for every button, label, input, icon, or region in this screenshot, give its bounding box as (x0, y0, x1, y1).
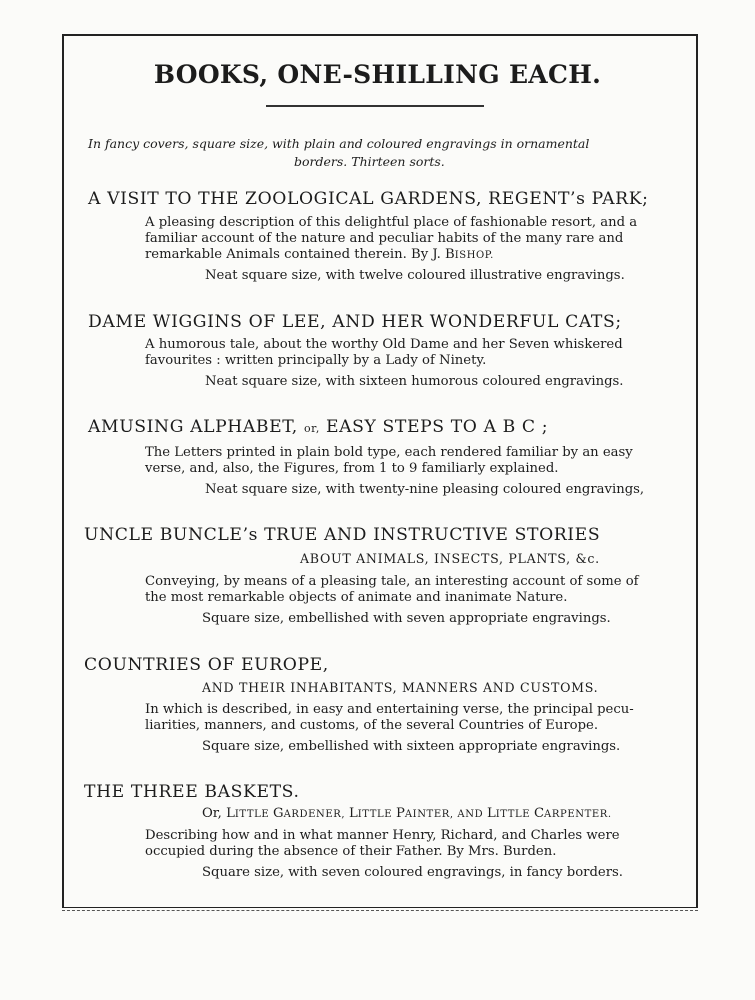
book-subheading: AND THEIR INHABITANTS, MANNERS AND CUSTOMS. (202, 680, 599, 695)
book-description-line: The Letters printed in plain bold type, each rendered familiar by an easy (145, 445, 633, 460)
book-format: Neat square size, with sixteen humorous coloured engravings. (205, 374, 624, 389)
book-format: Neat square size, with twenty-nine pleasing coloured engravings, (205, 482, 645, 497)
book-heading: COUNTRIES OF EUROPE, (84, 655, 329, 675)
book-description-line: A pleasing description of this delightful place of fashionable resort, and a (145, 215, 638, 230)
book-heading: A VISIT TO THE ZOOLOGICAL GARDENS, REGENT’s PARK; (88, 189, 649, 209)
book-heading: AMUSING ALPHABET, or, EASY STEPS TO A B C ; (88, 417, 549, 437)
book-subheading: Or, LITTLE GARDENER, LITTLE PAINTER, AND LITTLE CARPENTER. (202, 806, 612, 821)
book-description-line: familiar account of the nature and peculiar habits of the many rare and (145, 231, 624, 246)
book-description-line: Conveying, by means of a pleasing tale, an interesting account of some of (145, 574, 639, 589)
book-description-line: A humorous tale, about the worthy Old Dame and her Seven whiskered (145, 337, 623, 352)
book-description-line: Describing how and in what manner Henry, Richard, and Charles were (145, 828, 620, 843)
book-description-line: remarkable Animals contained therein. By J. BISHOP. (145, 247, 494, 262)
book-description-line: liarities, manners, and customs, of the several Countries of Europe. (145, 718, 599, 733)
book-heading: THE THREE BASKETS. (84, 782, 300, 802)
book-format: Neat square size, with twelve coloured illustrative engravings. (205, 268, 625, 283)
book-format: Square size, embellished with seven appropriate engravings. (202, 611, 611, 626)
book-description-line: occupied during the absence of their Father. By Mrs. Burden. (145, 844, 557, 859)
subtitle-line-1: In fancy covers, square size, with plain and coloured engravings in ornamental (88, 136, 590, 151)
page-title: BOOKS, ONE-SHILLING EACH. (153, 60, 602, 89)
book-description-line: In which is described, in easy and entertaining verse, the principal pecu- (145, 702, 634, 717)
book-description-line: verse, and, also, the Figures, from 1 to 9 familiarly explained. (145, 461, 559, 476)
book-description-line: favourites : written principally by a Lady of Ninety. (145, 353, 487, 368)
book-format: Square size, embellished with sixteen appropriate engravings. (202, 739, 621, 754)
book-heading: UNCLE BUNCLE’s TRUE AND INSTRUCTIVE STORIES (84, 525, 601, 545)
subtitle-line-2: borders. Thirteen sorts. (294, 154, 445, 169)
book-format: Square size, with seven coloured engravings, in fancy borders. (202, 865, 623, 880)
book-description-line: the most remarkable objects of animate and inanimate Nature. (145, 590, 568, 605)
book-subheading: ABOUT ANIMALS, INSECTS, PLANTS, &c. (300, 551, 600, 566)
book-heading: DAME WIGGINS OF LEE, AND HER WONDERFUL CATS; (88, 312, 622, 332)
title-rule (266, 105, 484, 107)
